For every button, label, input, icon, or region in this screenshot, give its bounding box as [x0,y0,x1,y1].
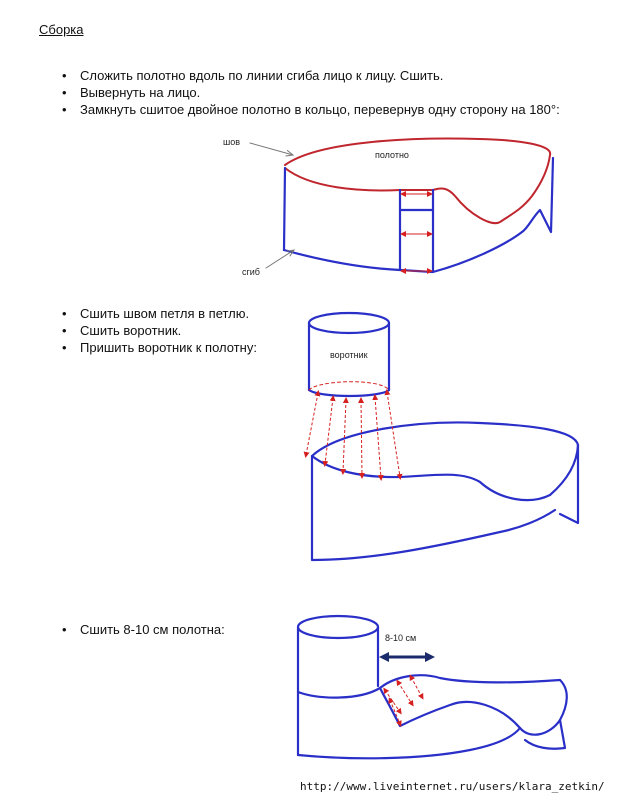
section-title: Сборка [39,22,84,37]
watermark-url: http://www.liveinternet.ru/users/klara_zetkin/ [300,780,605,793]
fold-label: сгиб [242,267,260,277]
step-item: • Сшить 8-10 см полотна: [58,621,225,638]
collar-label: воротник [330,350,368,360]
measure-label: 8-10 см [385,633,417,643]
step-item: • Сложить полотно вдоль по линии сгиба лицо к лицу. Сшить. [58,67,560,84]
step-item: • Вывернуть на лицо. [58,84,560,101]
step-item: • Замкнуть сшитое двойное полотно в кольцо, перевернув одну сторону на 180°: [58,101,560,118]
step-item: • Сшить воротник. [58,322,257,339]
fabric-label: полотно [375,150,409,160]
step-item: • Сшить швом петля в петлю. [58,305,257,322]
stitch-arrows [385,677,422,724]
seam-label: шов [223,137,241,147]
collar-stitch-figure [298,616,567,758]
step-item: • Пришить воротник к полотну: [58,339,257,356]
